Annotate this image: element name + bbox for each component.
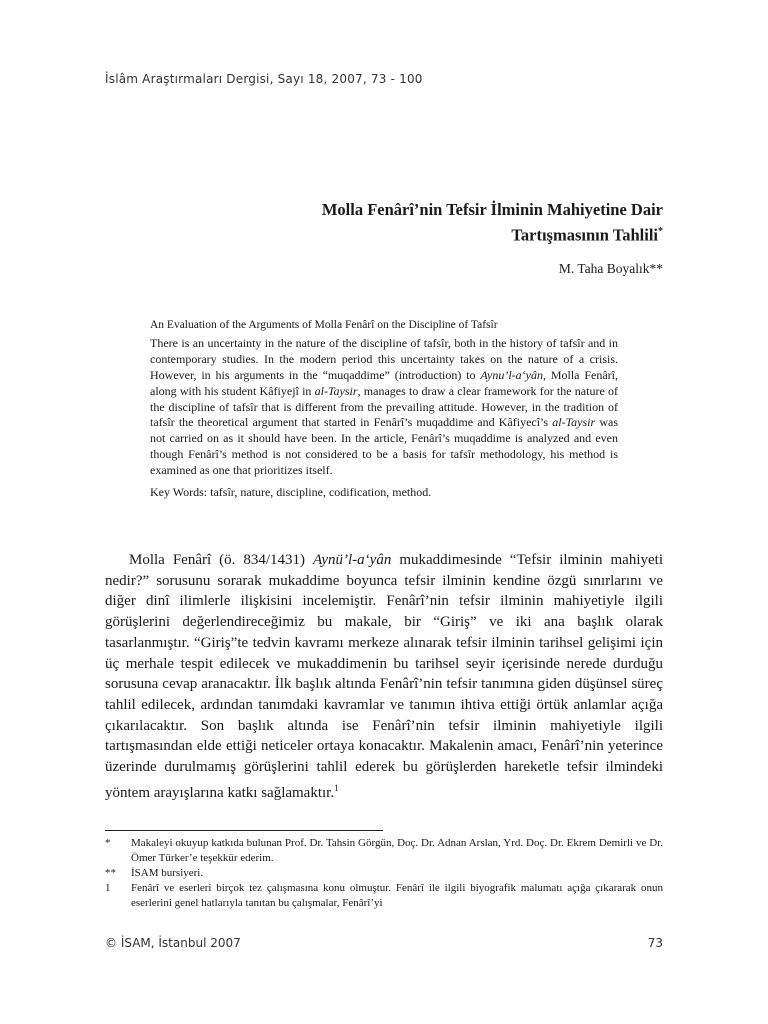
footnote-text: Makaleyi okuyup katkıda bulunan Prof. Dr. Tahsin Görgün, Doç. Dr. Adnan Arslan, Yrd. Doç. Dr. Ekrem Demirli ve Dr. Ömer Türker’e teşekkür ederim. <box>131 837 663 864</box>
author-name: M. Taha Boyalık** <box>558 261 663 276</box>
abstract <box>150 318 618 501</box>
footnote-reference[interactable]: 1 <box>334 782 339 793</box>
title-footnote-mark: * <box>658 226 663 237</box>
main-text <box>105 550 663 803</box>
body-italic-1: Aynü’l-a‘yân <box>313 552 392 568</box>
abstract-text-2: , Molla Fenârî, along with his student Kâfiyejî in <box>150 367 618 398</box>
abstract-text-3: , manages to draw a clear framework for the nature of the discipline of tafsîr that is different from the prevailing attitude. However, in the tradition of tafsîr the theoretical argument that started in Fenârî’s muqaddime and Kâfiyecî’s <box>150 383 618 430</box>
footnote-text: İSAM bursiyeri. <box>131 867 204 879</box>
abstract-body <box>150 336 618 479</box>
title-line-1: Molla Fenârî’nin Tefsir İlminin Mahiyetine Dair <box>321 200 663 219</box>
keywords-list: tafsîr, nature, discipline, codification, method. <box>207 485 432 500</box>
article-title <box>183 199 663 247</box>
footnote-text: Fenârî ve eserleri birçok tez çalışmasına konu olmuştur. Fenârî ile ilgili biyografik malumatı açığa çıkararak onun eserlerini genel hatlarıyla tanıtan bu çalışmalar, Fenârî’yi <box>131 882 663 909</box>
body-text-2: mukaddimesinde “Tefsir ilminin mahiyeti nedir?” sorusunu sorarak mukaddime boyunca tefsir ilminin kendine özgü sınırlarını ve diğer dinî ilimlerle ilişkisini incelemiştir. Fenârî’nin tefsir ilminin mahiyetiyle ilgili görüşlerini değerlendireceğimiz bu makale, bir “Giriş” ve iki ana başlık olarak tasarlanmıştır. “Giriş”te tedvin kavramı merkeze alınarak tefsir ilminin tarihsel gelişimi için üç merhale tespit edilecek ve mukaddimenin bu tarihsel seyir içerisinde nerede durduğu sorusuna cevap aranacaktır. İlk başlık altında Fenârî’nin tefsir tanımına giden düşünsel süreç tahlil edilecek, ardından tanımdaki kavramlar ve tanımın ihtiva ettiği örtük anlamlar açığa çıkarılacaktır. Son başlık altında ise Fenârî’nin tefsir ilminin mahiyetiyle ilgili tartışmasından elde ettiği neticeler ortaya konacaktır. Makalenin amacı, Fenârî’nin yeterince üzerinde durulmamış görüşlerini tahlil ederek bu görüşlerden hareketle tefsir ilmindeki yöntem arayışlarına katkı sağlamaktır. <box>105 552 664 801</box>
journal-header: İslâm Araştırmaları Dergisi, Sayı 18, 2007, 73 - 100 <box>105 72 423 86</box>
title-line-2-text: Tartışmasının Tahlili <box>511 225 658 245</box>
abstract-title: An Evaluation of the Arguments of Molla Fenârî on the Discipline of Tafsîr <box>150 319 498 331</box>
page-number: 73 <box>647 936 663 950</box>
body-text-1: Molla Fenârî (ö. 834/1431) <box>129 552 314 568</box>
footnote-mark: * <box>105 837 111 849</box>
abstract-text-1: There is an uncertainty in the nature of the discipline of tafsîr, both in the history of tafsîr and in contemporary studies. In the modern period this uncertainty takes on the nature of a crisis. However, in his arguments in the “muqaddime” (introduction) to <box>150 335 618 382</box>
abstract-italic-2: al-Taysir <box>314 383 358 398</box>
footnotes <box>105 836 663 911</box>
footnote-mark: ** <box>105 867 116 879</box>
footnote-item <box>105 836 663 866</box>
abstract-italic-3: al-Taysir <box>552 415 596 430</box>
footnote-divider <box>105 830 383 831</box>
keywords <box>150 485 618 501</box>
abstract-text-4: was not carried on as it should have been. In the article, Fenârî’s muqaddime is analyzed and even though Fenârî’s method is not considered to be a basis for tafsîr methodology, his method is examined as one that prioritizes itself. <box>150 415 618 478</box>
footnote-mark: 1 <box>105 882 111 894</box>
keywords-label: Key Words: <box>150 485 208 500</box>
footnote-item <box>105 866 663 881</box>
title-line-2 <box>183 221 663 247</box>
body-paragraph <box>105 550 663 803</box>
footnote-item <box>105 881 663 911</box>
footer-copyright: © İSAM, İstanbul 2007 <box>105 936 241 950</box>
abstract-italic-1: Aynu’l-a‘yân <box>480 367 544 382</box>
